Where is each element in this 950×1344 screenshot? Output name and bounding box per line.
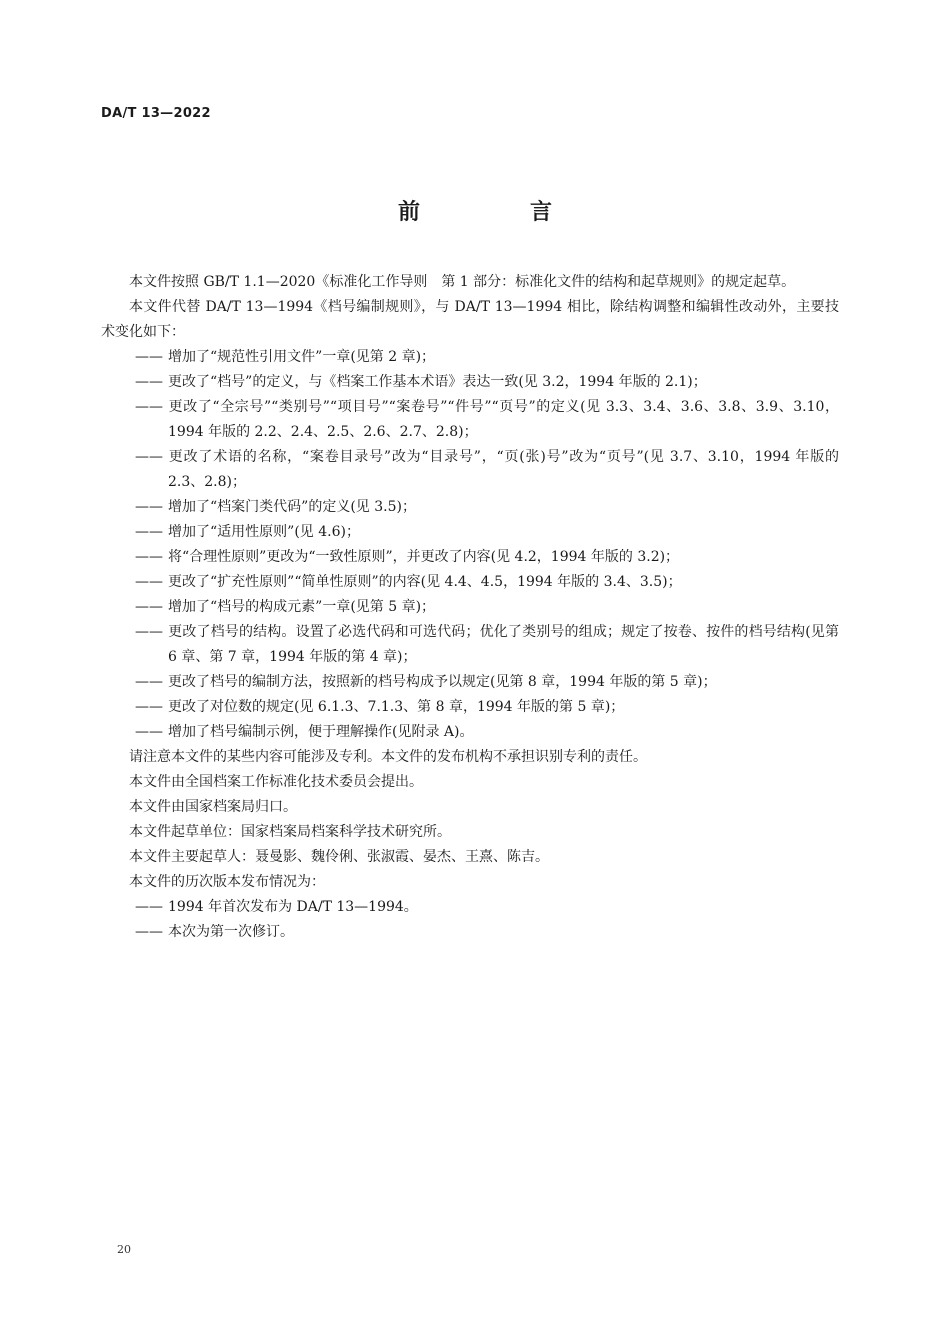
history-item <box>101 895 839 920</box>
paragraph: 请注意本文件的某些内容可能涉及专利。本文件的发布机构不承担识别专利的责任。 <box>129 749 647 765</box>
dash: —— <box>135 599 163 615</box>
paragraph: 本文件代替 DA/T 13—1994《档号编制规则》，与 DA/T 13—1994 相比，除结构调整和编辑性改动外，主要技术变化如下： <box>101 299 839 340</box>
list-item-text: 更改了对位数的规定(见 6.1.3、7.1.3、第 8 章，1994 年版的第 5 章)； <box>168 699 625 715</box>
paragraph: 本文件的历次版本发布情况为： <box>129 874 325 890</box>
list-item <box>101 520 839 545</box>
dash: —— <box>135 499 163 515</box>
list-item-text: 更改了“档号”的定义，与《档案工作基本术语》表达一致(见 3.2，1994 年版的 2.1)； <box>168 374 707 390</box>
list-item <box>101 445 839 495</box>
dash: —— <box>135 724 163 740</box>
dash: —— <box>135 349 163 365</box>
document-code: DA/T 13—2022 <box>101 106 211 121</box>
history-item-text: 1994 年首次发布为 DA/T 13—1994。 <box>168 899 418 915</box>
list-item <box>101 695 839 720</box>
list-item-text: 增加了档号编制示例，便于理解操作(见附录 A)。 <box>168 724 474 740</box>
paragraph: 本文件由全国档案工作标准化技术委员会提出。 <box>129 774 423 790</box>
paragraph: 本文件主要起草人：聂曼影、魏伶俐、张淑霞、晏杰、王熹、陈吉。 <box>129 849 549 865</box>
list-item <box>101 670 839 695</box>
dash: —— <box>135 924 163 940</box>
history-item <box>101 920 839 945</box>
page-title: 前 言 <box>397 200 596 225</box>
list-item-text: 增加了“适用性原则”(见 4.6)； <box>168 524 360 540</box>
list-item <box>101 495 839 520</box>
dash: —— <box>135 524 163 540</box>
list-item-text: 增加了“档案门类代码”的定义(见 3.5)； <box>168 499 416 515</box>
list-item <box>101 345 839 370</box>
list-item <box>101 570 839 595</box>
dash: —— <box>135 549 163 565</box>
list-item-text: 更改了档号的编制方法，按照新的档号构成予以规定(见第 8 章，1994 年版的第 5 章)； <box>168 674 717 690</box>
list-item-text: 将“合理性原则”更改为“一致性原则”，并更改了内容(见 4.2，1994 年版的 3.2)； <box>168 549 680 565</box>
foreword-body <box>101 270 839 945</box>
list-item <box>101 595 839 620</box>
paragraph: 本文件按照 GB/T 1.1—2020《标准化工作导则 第 1 部分：标准化文件的结构和起草规则》的规定起草。 <box>129 274 796 290</box>
dash: —— <box>135 674 163 690</box>
dash: —— <box>135 374 163 390</box>
list-item <box>101 620 839 670</box>
list-item <box>101 545 839 570</box>
dash: —— <box>135 624 163 640</box>
dash: —— <box>135 574 163 590</box>
list-item-text: 更改了“全宗号”“类别号”“项目号”“案卷号”“件号”“页号”的定义(见 3.3、3.4、3.6、3.8、3.9、3.10，1994 年版的 2.2、2.4、2.5、2.6、2.7、2.8)； <box>168 399 839 440</box>
list-item-text: 增加了“规范性引用文件”一章(见第 2 章)； <box>168 349 436 365</box>
dash: —— <box>135 399 163 415</box>
list-item <box>101 395 839 445</box>
dash: —— <box>135 699 163 715</box>
list-item-text: 更改了档号的结构。设置了必选代码和可选代码；优化了类别号的组成；规定了按卷、按件的档号结构(见第 6 章、第 7 章，1994 年版的第 4 章)； <box>168 624 839 665</box>
list-item-text: 增加了“档号的构成元素”一章(见第 5 章)； <box>168 599 436 615</box>
list-item <box>101 720 839 745</box>
paragraph: 本文件起草单位：国家档案局档案科学技术研究所。 <box>129 824 451 840</box>
history-item-text: 本次为第一次修订。 <box>168 924 294 940</box>
list-item-text: 更改了术语的名称，“案卷目录号”改为“目录号”，“页(张)号”改为“页号”(见 3.7、3.10，1994 年版的 2.3、2.8)； <box>168 449 839 490</box>
list-item-text: 更改了“扩充性原则”“简单性原则”的内容(见 4.4、4.5，1994 年版的 3.4、3.5)； <box>168 574 682 590</box>
list-item <box>101 370 839 395</box>
dash: —— <box>135 899 163 915</box>
page-number: 20 <box>117 1243 131 1256</box>
paragraph: 本文件由国家档案局归口。 <box>129 799 297 815</box>
dash: —— <box>135 449 163 465</box>
